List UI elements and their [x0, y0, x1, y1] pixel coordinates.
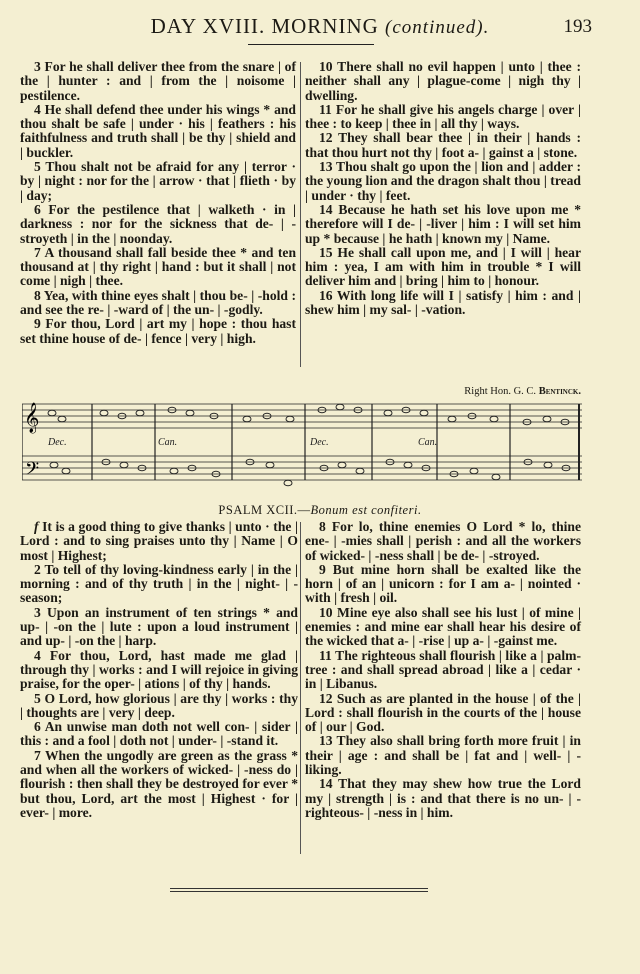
title-main: DAY XVIII. MORNING	[150, 14, 379, 38]
attribution-name: Bentinck.	[538, 386, 581, 397]
verse-3b: 3 Upon an instrument of ten strings * and up- | -on the | lute : upon a loud instrument | and up- | -on the | harp.	[20, 604, 298, 649]
verse-7: 7 A thousand shall fall beside thee * and ten thousand at | thy right | hand : but it shall | not come | nigh | thee.	[20, 244, 296, 289]
verse-12b: 12 Such as are planted in the house | of the | Lord : shall flourish in the courts of the | house of | our | God.	[305, 690, 581, 735]
composer-attribution	[464, 386, 581, 397]
verse-11: 11 For he shall give his angels charge | over | thee : to keep | thee in | all thy | ways.	[305, 101, 581, 132]
label-dec-1: Dec.	[48, 437, 67, 448]
verse-4: 4 He shall defend thee under his wings * and thou shalt be safe | under · his | feathers : his faithfulness and truth shall | be thy | shield and | buckler.	[20, 101, 296, 160]
verse-4b: 4 For thou, Lord, hast made me glad | through thy | works : and I will rejoice in giving praise, for the oper- | ations | of thy | hands.	[20, 647, 298, 692]
verse-8: 8 Yea, with thine eyes shalt | thou be- | -hold : and see the re- | -ward of | the un- | -godly.	[20, 287, 296, 318]
verse-3: 3 For he shall deliver thee from the snare | of the | hunter : and | from the | noisome | pestilence.	[20, 59, 296, 103]
column-divider-bottom	[300, 522, 301, 854]
verse-7b: 7 When the ungodly are green as the grass * and when all the workers of wicked- | -ness do | flourish : then shall they be destroyed for ever * but thou, Lord, art the most | Highest · for | ever- | more.	[20, 747, 298, 820]
verse-10: 10 There shall no evil happen | unto | thee : neither shall any | plague-come | nigh thy | dwelling.	[305, 59, 581, 103]
verse-14b: 14 That they may shew how true the Lord my | strength | is : and that there is no un- | -righteous- | -ness in | him.	[305, 776, 581, 820]
page-header	[0, 12, 640, 42]
psalm-heading: PSALM XCII.—Bonum est confiteri.	[218, 503, 422, 517]
top-right-column	[305, 60, 581, 317]
verse-5b: 5 O Lord, how glorious | are thy | works : thy | thoughts are | very | deep.	[20, 690, 298, 720]
attribution-prefix: Right Hon. G. C.	[464, 386, 537, 397]
verse-6: 6 For the pestilence that | walketh · in | darkness : nor for the sickness that de- | -stroyeth | in the | noonday.	[20, 201, 296, 246]
verse-15: 15 He shall call upon me, and | I will | hear him : yea, I am with him in trouble * I will deliver him and | bring | him to | honour.	[305, 244, 581, 289]
bottom-right-column	[305, 520, 581, 820]
verse-6b: 6 An unwise man doth not well con- | sider | this : and a fool | doth not | under- | -stand it.	[20, 719, 298, 749]
psalm-latin-incipit: Bonum est confiteri.	[310, 503, 422, 517]
treble-clef: 𝄞	[24, 403, 40, 433]
verse-1	[20, 520, 298, 563]
page-number: 193	[563, 16, 592, 37]
verse-1-text: It is a good thing to give thanks | unto · the | Lord : and to sing praises unto thy | Name | O most | Highest;	[20, 519, 298, 563]
notes-bass	[50, 459, 570, 486]
verse-9b: 9 But mine horn shall be exalted like the horn | of an | unicorn : for I am a- | nointed · with | fresh | oil.	[305, 561, 581, 606]
psalm-number: PSALM XCII.	[218, 503, 298, 517]
verse-5: 5 Thou shalt not be afraid for any | terror · by | night : nor for the | arrow · that | flieth · by | day;	[20, 159, 296, 203]
verse-13b: 13 They also shall bring forth more fruit | in their | age : and shall be | fat and | well- | -liking.	[305, 733, 581, 778]
header-rule	[248, 44, 374, 45]
verse-13: 13 Thou shalt go upon the | lion and | adder : the young lion and the dragon shalt thou | tread | under · thy | feet.	[305, 159, 581, 203]
verse-10b: 10 Mine eye also shall see his lust | of mine | enemies : and mine ear shall hear his desire of the wicked that a- | -rise | up a- | -gainst me.	[305, 604, 581, 649]
column-divider-top	[300, 62, 301, 367]
top-left-column	[20, 60, 296, 346]
verse-8b: 8 For lo, thine enemies O Lord * lo, thine ene- | -mies shall | perish : and all the workers of wicked- | -ness shall | be de- | -stroyed.	[305, 519, 581, 563]
choir-labels	[47, 437, 437, 448]
dynamic-mark: f	[34, 519, 39, 534]
bottom-left-column	[20, 520, 298, 820]
footer-rule	[170, 888, 428, 889]
verse-11b: 11 The righteous shall flourish | like a | palm-tree : and shall spread abroad | like a | cedar · in | Libanus.	[305, 647, 581, 692]
label-dec-2: Dec.	[310, 437, 329, 448]
label-can-1: Can.	[158, 437, 178, 448]
chant-music-score	[22, 398, 582, 498]
verse-9: 9 For thou, Lord | art my | hope : thou hast set thine house of de- | fence | very | high.	[20, 316, 296, 346]
title-continued: (continued).	[385, 17, 490, 38]
verse-16: 16 With long life will I | satisfy | him : and | shew him | my sal- | -vation.	[305, 287, 581, 318]
page-title	[0, 14, 640, 39]
footer-rule-second	[170, 891, 428, 892]
verse-2: 2 To tell of thy loving-kindness early | in the | morning : and of thy truth | in the | night- | -season;	[20, 561, 298, 606]
bass-clef: 𝄢	[25, 459, 40, 484]
verse-14: 14 Because he hath set his love upon me * therefore will I de- | -liver | him : I will set him up * because | he hath | known my | Name.	[305, 201, 581, 246]
label-can-2: Can.	[418, 437, 438, 448]
verse-12: 12 They shall bear thee | in their | hands : that thou hurt not thy | foot a- | gainst a | stone.	[305, 130, 581, 160]
